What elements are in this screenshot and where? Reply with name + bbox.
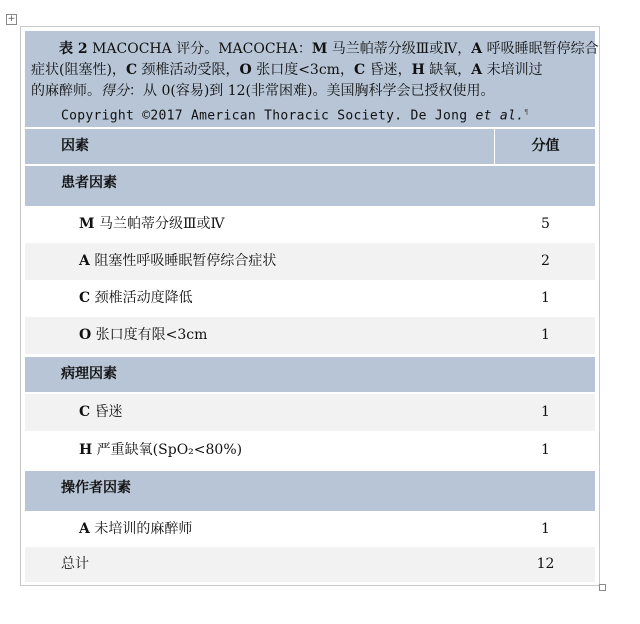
macocha-table bbox=[20, 26, 600, 586]
row-score: 2 bbox=[541, 253, 550, 269]
group-operator-factors: 操作者因素 bbox=[25, 471, 595, 506]
table-row bbox=[25, 280, 595, 317]
table-row bbox=[25, 243, 595, 280]
row-factor: M 马兰帕蒂分级Ⅲ或Ⅳ bbox=[79, 216, 225, 232]
row-factor: C 颈椎活动度降低 bbox=[79, 290, 193, 306]
total-row bbox=[25, 547, 595, 582]
table-row bbox=[25, 206, 595, 243]
paragraph-mark-icon: ¶ bbox=[524, 108, 529, 116]
row-factor: A 未培训的麻醉师 bbox=[79, 521, 193, 537]
row-score: 1 bbox=[541, 521, 550, 537]
caption-copyright: Copyright ©2017 American Thoracic Society. De Jong et al.¶ bbox=[61, 108, 529, 124]
table-row bbox=[25, 317, 595, 354]
table-row bbox=[25, 432, 595, 469]
row-score: 1 bbox=[541, 442, 550, 458]
row-score: 1 bbox=[541, 404, 550, 420]
table-caption bbox=[25, 31, 599, 127]
table-header-row bbox=[25, 129, 595, 164]
row-factor: H 严重缺氧(SpO₂<80%) bbox=[79, 442, 243, 458]
header-score: 分值 bbox=[531, 138, 560, 154]
total-score: 12 bbox=[536, 556, 555, 572]
caption-line-1: 表 2 MACOCHA 评分。MACOCHA：M 马兰帕蒂分级Ⅲ或Ⅳ，A 呼吸睡眠暂停综合 bbox=[59, 41, 599, 57]
table-move-handle-icon[interactable]: + bbox=[7, 14, 16, 24]
row-score: 1 bbox=[541, 290, 550, 306]
row-score: 1 bbox=[541, 327, 550, 343]
row-score: 5 bbox=[541, 216, 550, 232]
total-label: 总计 bbox=[61, 556, 89, 572]
header-factor: 因素 bbox=[25, 129, 495, 164]
table-resize-handle-icon[interactable] bbox=[599, 584, 606, 591]
row-factor: A 阻塞性呼吸睡眠暂停综合症状 bbox=[79, 253, 277, 269]
caption-line-2: 症状(阻塞性)，C 颈椎活动受限，O 张口度<3cm，C 昏迷，H 缺氧，A 未培训过 bbox=[31, 62, 543, 78]
row-factor: C 昏迷 bbox=[79, 404, 123, 420]
table-row bbox=[25, 394, 595, 431]
table-row bbox=[25, 511, 595, 548]
group-patient-factors: 患者因素 bbox=[25, 166, 595, 201]
group-pathology-factors: 病理因素 bbox=[25, 357, 595, 392]
row-factor: O 张口度有限<3cm bbox=[79, 327, 208, 343]
caption-line-3: 的麻醉师。得分：从 0(容易)到 12(非常困难)。美国胸科学会已授权使用。 bbox=[31, 83, 495, 99]
